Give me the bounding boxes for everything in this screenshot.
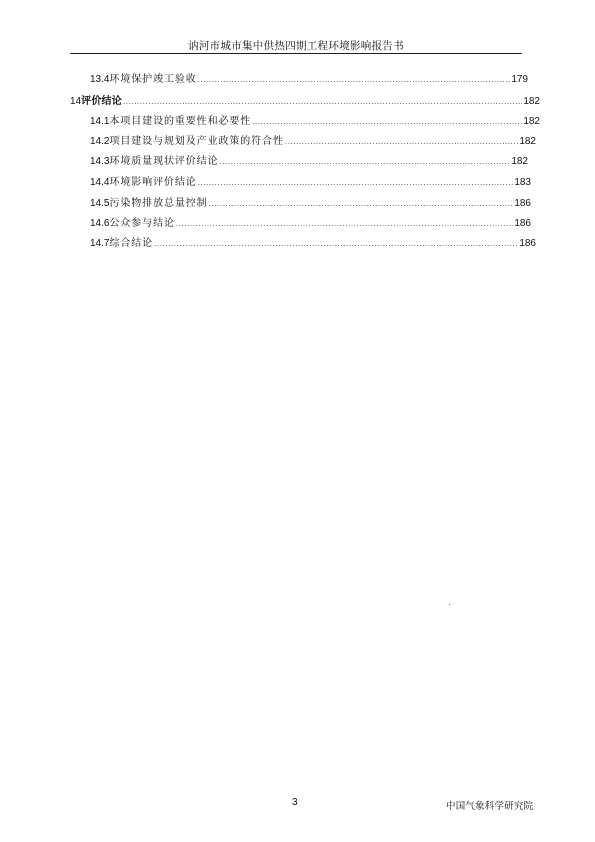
toc-entry-page: 182 bbox=[523, 96, 540, 107]
toc-entry-number: 14.5 bbox=[90, 198, 110, 209]
toc-entry-number: 14.1 bbox=[90, 116, 110, 127]
toc-entry-number: 14.2 bbox=[90, 136, 110, 147]
footer-organization: 中国气象科学研究院 bbox=[446, 801, 534, 812]
document-title: 讷河市城市集中供热四期工程环境影响报告书 bbox=[188, 40, 404, 52]
toc-leader-dots bbox=[219, 157, 510, 166]
toc-entry-title: 污染物排放总量控制 bbox=[109, 198, 208, 209]
toc-entry-title: 项目建设与规划及产业政策的符合性 bbox=[109, 136, 284, 147]
toc-entry-title: 环境影响评价结论 bbox=[109, 177, 197, 188]
toc-entry-page: 186 bbox=[514, 218, 531, 229]
toc-entry-14-2[interactable] bbox=[90, 132, 536, 146]
toc-entry-title: 环境质量现状评价结论 bbox=[109, 156, 219, 167]
toc-entry-title: 本项目建设的重要性和必要性 bbox=[109, 116, 252, 127]
toc-entry-title: 综合结论 bbox=[109, 238, 154, 249]
toc-entry-number: 14.6 bbox=[90, 218, 110, 229]
toc-entry-title: 评价结论 bbox=[81, 96, 122, 107]
toc-leader-dots bbox=[154, 239, 518, 248]
toc-entry-13-4[interactable] bbox=[90, 70, 528, 84]
toc-entry-page: 183 bbox=[514, 177, 531, 188]
page-number: 3 bbox=[292, 797, 298, 808]
toc-leader-dots bbox=[198, 75, 511, 84]
toc-entry-title: 环境保护竣工验收 bbox=[109, 74, 197, 85]
toc-entry-page: 179 bbox=[511, 74, 528, 85]
toc-leader-dots bbox=[252, 117, 522, 126]
toc-entry-14[interactable] bbox=[70, 92, 540, 106]
header-divider bbox=[70, 53, 522, 54]
toc-entry-14-1[interactable] bbox=[90, 112, 540, 126]
toc-entry-14-3[interactable] bbox=[90, 152, 528, 166]
toc-leader-dots bbox=[198, 178, 514, 187]
toc-entry-number: 14.3 bbox=[90, 156, 110, 167]
toc-entry-page: 182 bbox=[523, 116, 540, 127]
stray-mark bbox=[449, 604, 450, 605]
toc-leader-dots bbox=[285, 137, 518, 146]
toc-entry-page: 182 bbox=[511, 156, 528, 167]
toc-entry-page: 182 bbox=[519, 136, 536, 147]
toc-entry-14-4[interactable] bbox=[90, 173, 531, 187]
toc-entry-page: 186 bbox=[519, 238, 536, 249]
toc-entry-title: 公众参与结论 bbox=[109, 218, 175, 229]
toc-entry-14-5[interactable] bbox=[90, 194, 531, 208]
toc-leader-dots bbox=[123, 97, 522, 106]
toc-leader-dots bbox=[176, 219, 513, 228]
toc-entry-14-6[interactable] bbox=[90, 214, 531, 228]
toc-entry-page: 186 bbox=[514, 198, 531, 209]
toc-entry-14-7[interactable] bbox=[90, 234, 536, 248]
toc-entry-number: 14 bbox=[70, 96, 82, 107]
toc-leader-dots bbox=[209, 199, 514, 208]
toc-entry-number: 14.7 bbox=[90, 238, 110, 249]
toc-entry-number: 14.4 bbox=[90, 177, 110, 188]
toc-entry-number: 13.4 bbox=[90, 74, 110, 85]
